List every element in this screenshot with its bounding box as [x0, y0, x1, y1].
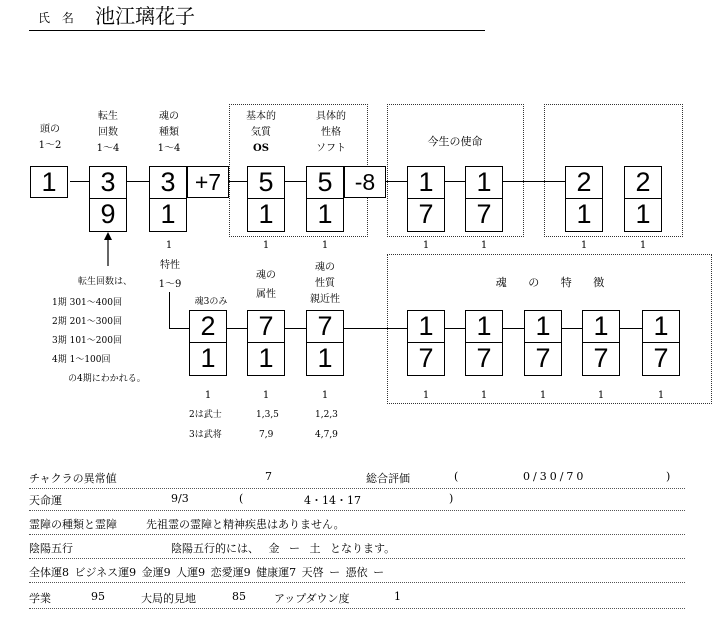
updown-label: アップダウン度 [274, 592, 350, 605]
row-yinyang [29, 536, 685, 559]
spirit-value: 先祖霊の霊障と精神疾患はありません。 [146, 518, 345, 531]
under-top-3: 1 [321, 240, 329, 251]
feature-cell-3 [524, 310, 562, 376]
name-label: 氏 名 [38, 11, 78, 25]
affinity-bottom: 1 [317, 343, 333, 373]
extra-2-bottom: 1 [635, 199, 651, 229]
trait-top: 2 [190, 311, 226, 343]
affinity-top: 7 [307, 311, 343, 343]
vision-label: 大局的見地 [141, 592, 196, 605]
vision-value: 85 [232, 590, 246, 603]
under-top-5: 1 [480, 240, 488, 251]
note-affinity-1: 1,2,3 [315, 410, 338, 420]
feature-2-bottom: 7 [476, 343, 492, 373]
basic-bottom: 1 [258, 199, 274, 229]
trait-cell [189, 310, 227, 376]
name-value: 池江璃花子 [95, 4, 195, 28]
label-rebirth-3: 1〜4 [96, 143, 120, 154]
under-top-2: 1 [262, 240, 270, 251]
basic-top: 5 [248, 167, 284, 199]
feature-1-bottom: 7 [418, 343, 434, 373]
label-basic-1: 基本的 [246, 111, 276, 122]
note-affinity-2: 4,7,9 [315, 430, 338, 440]
row-study [29, 586, 685, 609]
chakra-value: 7 [265, 470, 272, 483]
label-concrete-2: 性格 [321, 127, 341, 138]
under-bottom-6: 1 [539, 390, 547, 401]
trait-bottom: 1 [200, 343, 216, 373]
label-affinity-2: 性質 [315, 278, 335, 289]
under-bottom-8: 1 [657, 390, 665, 401]
row-fortunes [29, 560, 685, 583]
label-basic-2: 気質 [251, 127, 271, 138]
rebirth-note-3: 2期 201〜300回 [52, 317, 122, 327]
label-mission: 今生の使命 [427, 135, 483, 148]
concrete-cell [306, 166, 344, 232]
label-soultype-3: 1〜4 [157, 143, 181, 154]
fate-close: ) [449, 492, 454, 505]
label-trait-1: 特性 [160, 260, 180, 271]
concrete-top: 5 [307, 167, 343, 199]
connector-trait-vertical [169, 292, 170, 328]
plus-box: +7 [187, 166, 229, 198]
rebirth-cell [89, 166, 127, 232]
label-head-1: 頭の [40, 124, 60, 135]
label-trait-2: 1〜9 [158, 279, 182, 290]
feature-cell-1 [407, 310, 445, 376]
affinity-cell [306, 310, 344, 376]
note-attr-1: 1,3,5 [256, 410, 279, 420]
under-bottom-7: 1 [597, 390, 605, 401]
basic-cell [247, 166, 285, 232]
extra-1-bottom: 1 [576, 199, 592, 229]
mission-cell-1 [407, 166, 445, 232]
feature-cell-2 [465, 310, 503, 376]
fate-open: ( [239, 492, 244, 505]
under-top-1: 1 [165, 240, 173, 251]
fate-value: 9/3 [171, 492, 189, 505]
rebirth-note-1: 転生回数は、 [78, 277, 133, 287]
label-affinity-3: 親近性 [310, 294, 340, 305]
minus-box: -8 [344, 166, 386, 198]
label-basic-3: OS [253, 143, 269, 154]
under-bottom-5: 1 [480, 390, 488, 401]
mission-2-bottom: 7 [476, 199, 492, 229]
head-box: 1 [30, 166, 68, 198]
label-concrete-3: ソフト [316, 143, 346, 154]
label-attr-2: 属性 [256, 289, 276, 300]
attr-bottom: 1 [258, 343, 274, 373]
connector-trait-horizontal [169, 328, 189, 329]
eval-label: 総合評価 [366, 472, 410, 485]
fate-detail: 4・14・17 [304, 494, 361, 507]
extra-2-top: 2 [625, 167, 661, 199]
mission-1-bottom: 7 [418, 199, 434, 229]
row-spirit [29, 512, 685, 535]
name-underline [29, 30, 485, 31]
spirit-label: 霊障の種類と霊障 [29, 518, 117, 531]
feature-4-top: 1 [583, 311, 619, 343]
label-head-2: 1〜2 [38, 140, 62, 151]
rebirth-note-5: 4期 1〜100回 [52, 355, 111, 365]
label-features: 魂 の 特 徴 [495, 276, 605, 289]
under-bottom-3: 1 [321, 390, 329, 401]
concrete-bottom: 1 [317, 199, 333, 229]
rebirth-note-2: 1期 301〜400回 [52, 298, 122, 308]
note-samurai: 2は武士 [189, 410, 222, 420]
arrow-up-icon [100, 232, 116, 266]
feature-3-top: 1 [525, 311, 561, 343]
feature-5-bottom: 7 [653, 343, 669, 373]
feature-cell-5 [642, 310, 680, 376]
feature-5-top: 1 [643, 311, 679, 343]
label-soultype-2: 種類 [159, 127, 179, 138]
soultype-bottom: 1 [160, 199, 176, 229]
soultype-cell [149, 166, 187, 232]
soultype-top: 3 [150, 167, 186, 199]
label-soul3: 魂3のみ [194, 297, 228, 307]
note-attr-2: 7,9 [259, 430, 274, 440]
eval-close: ) [666, 470, 671, 483]
note-general: 3は武将 [189, 430, 222, 440]
mission-cell-2 [465, 166, 503, 232]
label-rebirth-1: 転生 [98, 111, 118, 122]
eval-value: 0/30/70 [523, 470, 587, 483]
label-rebirth-2: 回数 [98, 127, 118, 138]
fate-label: 天命運 [29, 494, 62, 507]
fortunes-value: 全体運8 ビジネス運9 金運9 人運9 恋愛運9 健康運7 天啓 ー 憑依 ー [29, 566, 385, 579]
feature-3-bottom: 7 [535, 343, 551, 373]
updown-value: 1 [394, 590, 401, 603]
chakra-label: チャクラの異常値 [29, 472, 117, 485]
yinyang-label: 陰陽五行 [29, 542, 73, 555]
extra-cell-2 [624, 166, 662, 232]
under-bottom-2: 1 [262, 390, 270, 401]
label-affinity-1: 魂の [315, 262, 335, 273]
rebirth-bottom: 9 [100, 199, 116, 229]
label-attr-1: 魂の [256, 270, 276, 281]
under-top-7: 1 [639, 240, 647, 251]
extra-cell-1 [565, 166, 603, 232]
study-value: 95 [91, 590, 105, 603]
extra-1-top: 2 [566, 167, 602, 199]
rebirth-note-6: の4期にわかれる。 [68, 374, 146, 384]
under-top-4: 1 [422, 240, 430, 251]
under-top-6: 1 [580, 240, 588, 251]
under-bottom-1: 1 [204, 390, 212, 401]
study-label: 学業 [29, 592, 51, 605]
rebirth-top: 3 [90, 167, 126, 199]
rebirth-note-4: 3期 101〜200回 [52, 336, 122, 346]
row-chakra [29, 466, 685, 489]
attr-top: 7 [248, 311, 284, 343]
mission-2-top: 1 [466, 167, 502, 199]
under-bottom-4: 1 [422, 390, 430, 401]
label-concrete-1: 具体的 [316, 111, 346, 122]
label-soultype-1: 魂の [159, 111, 179, 122]
attr-cell [247, 310, 285, 376]
feature-cell-4 [582, 310, 620, 376]
feature-1-top: 1 [408, 311, 444, 343]
feature-4-bottom: 7 [593, 343, 609, 373]
yinyang-value: 陰陽五行的には、 金 ー 土 となります。 [171, 542, 396, 555]
row-fate [29, 488, 685, 511]
eval-open: ( [454, 470, 459, 483]
mission-1-top: 1 [408, 167, 444, 199]
feature-2-top: 1 [466, 311, 502, 343]
